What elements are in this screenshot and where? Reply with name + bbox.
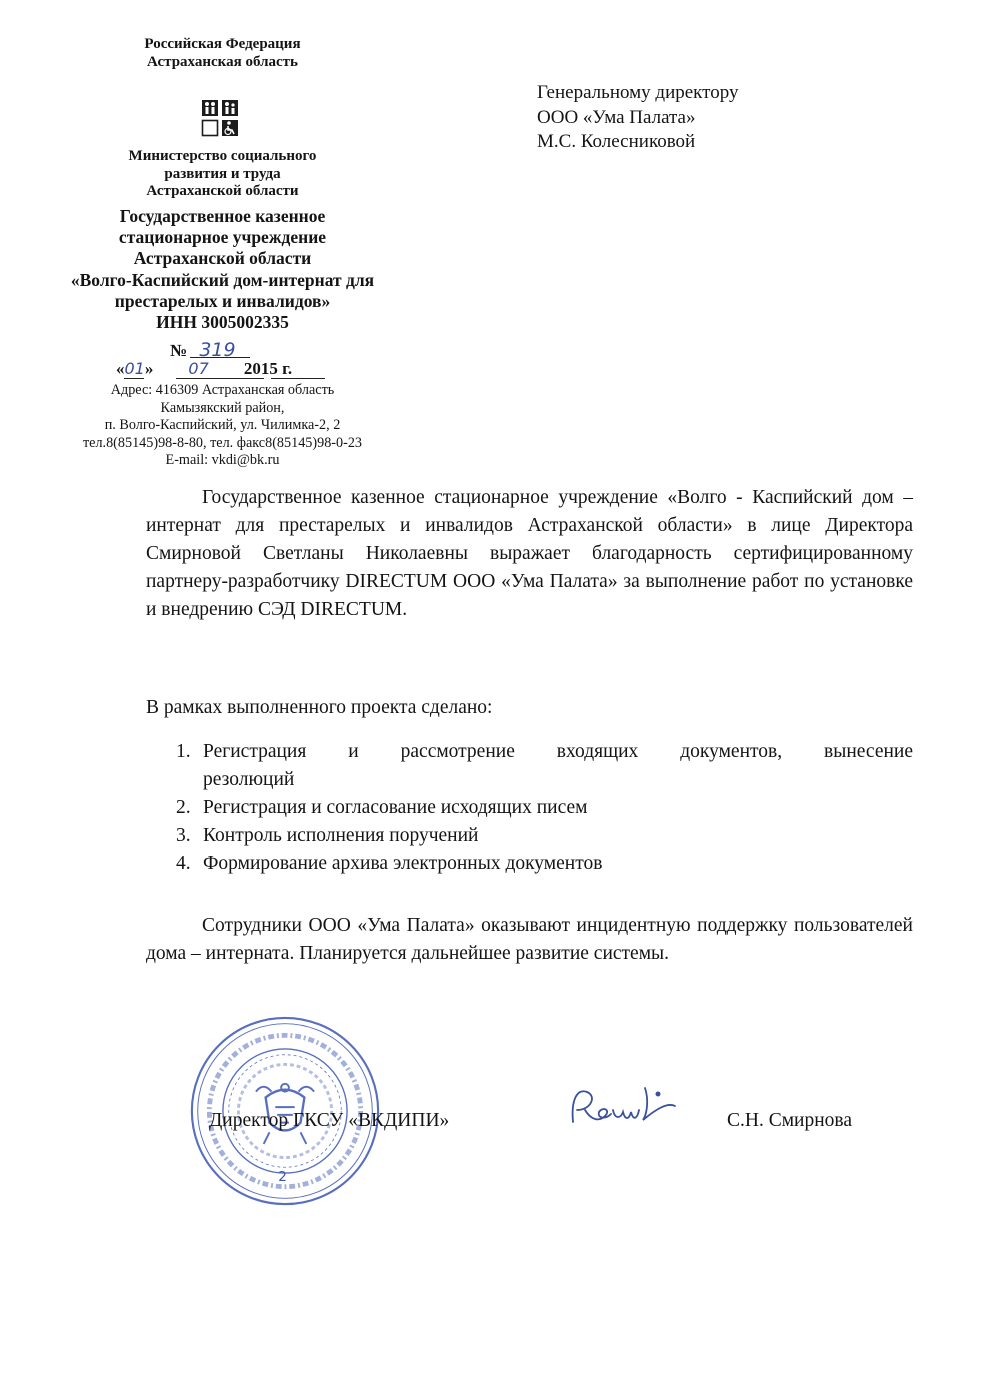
list-item xyxy=(146,794,913,822)
letterhead-country: Российская Федерация xyxy=(144,36,301,52)
address-line: Адрес: 416309 Астраханская область xyxy=(110,382,335,398)
list-item xyxy=(146,850,913,878)
organization-inn: ИНН 3005002335 xyxy=(156,311,289,332)
address-line: п. Волго-Каспийский, ул. Чилимка-2, 2 xyxy=(104,417,341,434)
list-item xyxy=(146,822,913,850)
body-paragraph-2: Сотрудники ООО «Ума Палата» оказывают инцидентную поддержку пользователей дома – интерната. Планируется дальнейшее развитие системы. xyxy=(146,915,913,965)
ministry-block xyxy=(40,148,405,201)
list-item-text: Формирование архива электронных документов xyxy=(203,853,603,875)
date-open-quote: « xyxy=(116,359,125,378)
outgoing-date xyxy=(116,359,292,379)
list-intro: В рамках выполненного проекта сделано: xyxy=(146,697,493,718)
svg-text:2: 2 xyxy=(278,1168,287,1185)
date-day: 01 xyxy=(124,359,145,378)
date-close-quote: » xyxy=(144,359,154,378)
recipient-line: М.С. Колесниковой xyxy=(537,131,696,153)
recipient-line: ООО «Ума Палата» xyxy=(537,106,696,128)
number-label: № xyxy=(170,341,188,360)
list-item-text: Регистрация и согласование исходящих писем xyxy=(203,797,588,819)
list-item-number: 4. xyxy=(176,853,191,875)
list-item-number: 1. xyxy=(176,741,191,762)
recipient-line: Генеральному директору xyxy=(537,82,739,103)
date-year-underline xyxy=(271,378,325,379)
address-phone: тел.8(85145)98-8-80, тел. факс8(85145)98-0-23 xyxy=(82,434,363,451)
address-block xyxy=(40,382,405,470)
signatory-name: С.Н. Смирнова xyxy=(727,1110,853,1131)
organization-line: «Волго-Каспийский дом-интернат для xyxy=(70,269,375,290)
address-email: E-mail: vkdi@bk.ru xyxy=(165,452,280,469)
date-month-underline xyxy=(176,378,264,379)
letterhead-country-block xyxy=(40,36,405,71)
organization-line: стационарное учреждение xyxy=(118,227,327,248)
date-month: 07 xyxy=(188,359,209,378)
social-ministry-logo-icon xyxy=(201,99,239,137)
handwritten-signature-icon xyxy=(563,1080,683,1140)
signatory-position: Директор ГКСУ «ВКДИПИ» xyxy=(209,1110,450,1131)
ministry-line: Астраханской области xyxy=(146,183,299,200)
number-value: 319 xyxy=(199,339,236,361)
organization-line: Государственное казенное xyxy=(119,206,326,226)
work-list xyxy=(146,738,913,878)
list-item-text xyxy=(203,738,913,794)
organization-line: Астраханской области xyxy=(133,248,312,269)
ministry-line: развития и труда xyxy=(164,165,281,182)
organization-block xyxy=(40,206,405,333)
list-item xyxy=(146,738,913,794)
list-item-text: Контроль исполнения поручений xyxy=(203,825,479,847)
date-day-underline xyxy=(124,378,144,379)
body-paragraph-1: Государственное казенное стационарное учреждение «Волго - Каспийский дом – интернат для престарелых и инвалидов Астраханской области» в лице Директора Смирновой Светланы Николаевны выражает благодарность сертифицированному партнеру-разработчику DIRECTUM ООО «Ума Палата» за выполнение работ по установке и внедрению СЭД DIRECTUM. xyxy=(146,487,913,621)
date-year: 2015 г. xyxy=(243,359,293,378)
list-item-number: 2. xyxy=(176,797,191,819)
letterhead-region: Астраханская область xyxy=(147,53,298,70)
ministry-line: Министерство социального xyxy=(128,148,317,164)
number-underline xyxy=(190,357,250,358)
organization-line: престарелых и инвалидов» xyxy=(114,290,331,311)
list-item-number: 3. xyxy=(176,825,191,847)
list-item-text-line2: резолюций xyxy=(203,769,295,791)
recipient-block xyxy=(537,81,738,155)
address-line: Камызякский район, xyxy=(160,399,285,416)
list-item-text-line1: Регистрация и рассмотрение входящих документов, вынесение xyxy=(203,741,913,762)
